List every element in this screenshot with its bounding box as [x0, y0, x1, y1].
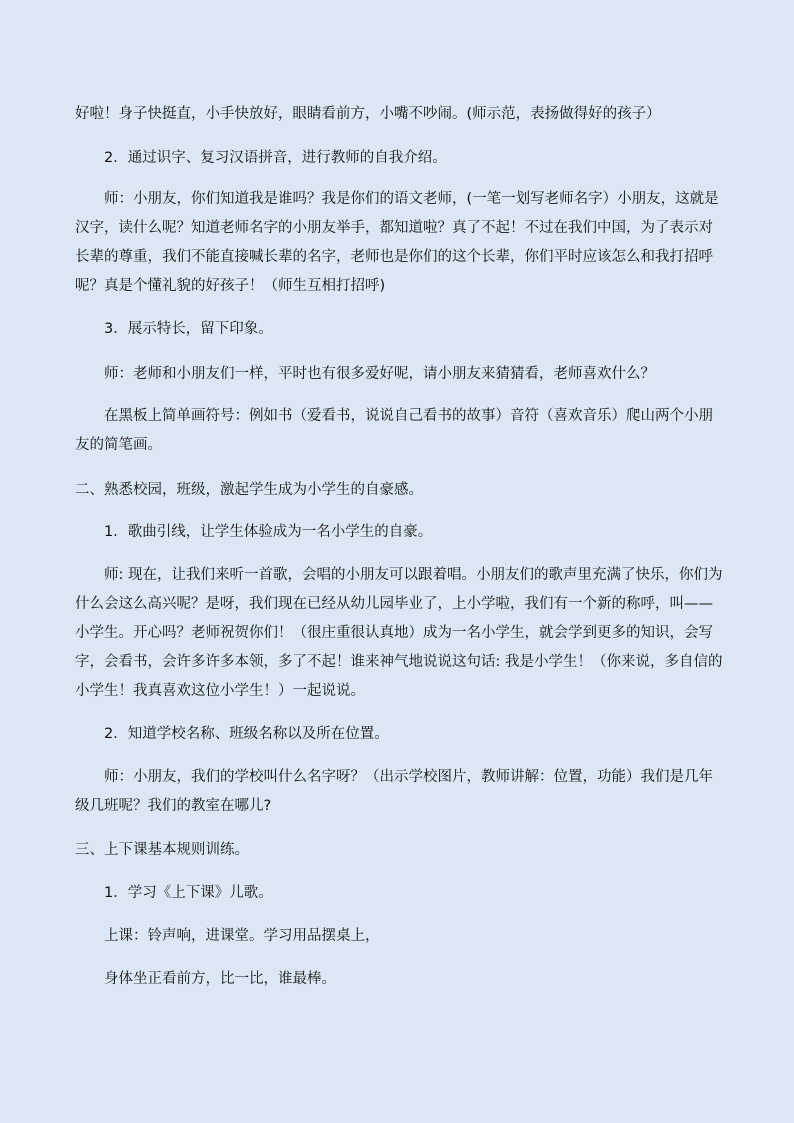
paragraph-hobbies: 师：老师和小朋友们一样，平时也有很多爱好呢，请小朋友来猜猜看，老师喜欢什么？: [104, 366, 655, 382]
step-1-song-heading: 1．歌曲引线，让学生体验成为一名小学生的自豪。: [104, 524, 433, 540]
rhyme-line-1: 上课：铃声响，进课堂。学习用品摆桌上，: [104, 928, 380, 944]
paragraph-blackboard: 在黑板上简单画符号：例如书（爱看书，说说自己看书的故事）音符（喜欢音乐）爬山两个小朋友的简笔画。: [75, 408, 713, 453]
paragraph-teacher-intro: 师：小朋友，你们知道我是谁吗？我是你们的语文老师，(一笔一划写老师名字）小朋友，这就是汉字，读什么呢？知道老师名字的小朋友举手，都知道啦？真了不起！不过在我们中国，为了表示对长辈的尊重，我们不能直接喊长辈的名字，老师也是你们的这个长辈，你们平时应该怎么和我打招呼呢？真是个懂礼貌的好孩子！（师生互相打招呼): [75, 191, 719, 294]
section-two-heading: 二、熟悉校园，班级，激起学生成为小学生的自豪感。: [75, 482, 423, 498]
step-3-heading: 3．展示特长，留下印象。: [104, 321, 273, 337]
step-2-school-heading: 2．知道学校名称、班级名称以及所在位置。: [104, 726, 389, 742]
step-1-rhyme-heading: 1．学习《上下课》儿歌。: [104, 885, 273, 901]
paragraph-sit-rhyme: 好啦！身子快挺直，小手快放好，眼睛看前方，小嘴不吵闹。(师示范，表扬做得好的孩子）: [75, 106, 661, 122]
rhyme-line-2: 身体坐正看前方，比一比，谁最棒。: [104, 971, 336, 987]
paragraph-school: 师：小朋友，我们的学校叫什么名字呀？（出示学校图片，教师讲解：位置，功能）我们是几年级几班呢？我们的教室在哪儿?: [75, 769, 713, 814]
step-2-heading: 2．通过识字、复习汉语拼音，进行教师的自我介绍。: [104, 150, 447, 166]
paragraph-song: 师: 现在，让我们来听一首歌，会唱的小朋友可以跟着唱。小朋友们的歌声里充满了快乐，你们为什么会这么高兴呢？是呀，我们现在已经从幼儿园毕业了，上小学啦，我们有一个新的称呼，叫——小学生。开心吗？老师祝贺你们！（很庄重很认真地）成为一名小学生，就会学到更多的知识，会写字，会看书，会许多许多本领，多了不起！谁来神气地说说这句话: 我是小学生！（你来说，多自信的小学生！我真喜欢这位小学生！）一起说说。: [75, 567, 723, 699]
section-three-heading: 三、上下课基本规则训练。: [75, 842, 249, 858]
